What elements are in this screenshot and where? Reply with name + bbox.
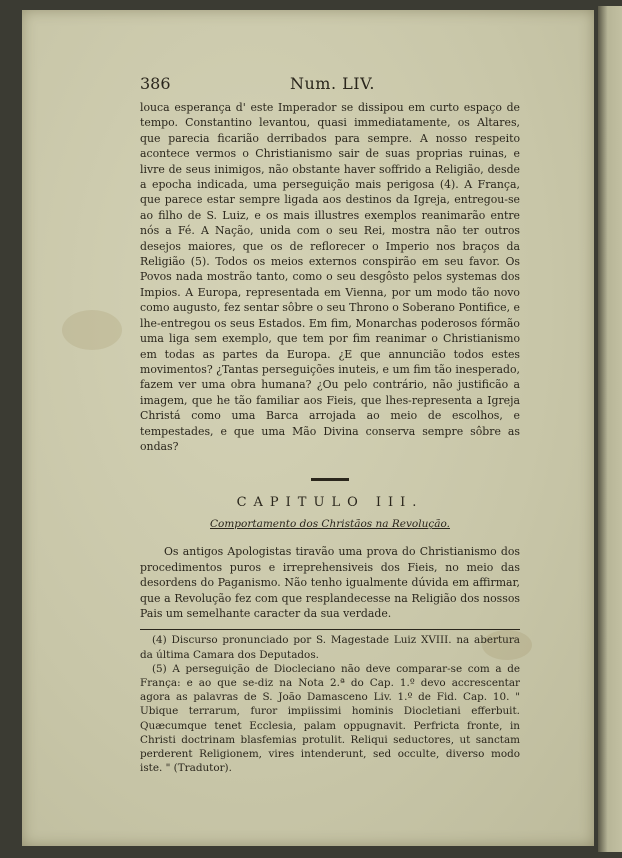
body-text [140,100,520,454]
chapter-title: CAPITULO III. [236,495,424,511]
chapter-body [140,544,520,621]
issue-number: Num. LIV. [290,74,375,93]
footnote-4: (4) Discurso pronunciado por S. Magestade Luiz XVIII. na abertura da última Camara dos Deputados. [140,634,520,661]
chapter-paragraph: Os antigos Apologistas tiravão uma prova do Christianismo dos procedimentos puros e irreprehensiveis dos Fieis, no meio das desordens do Paganismo. Não tenho igualmente dúvida em affirmar, que a Revolução fez com que resplandecesse na Religião dos nossos Pais um semelhante caracter da sua verdade. [140,545,520,620]
page-content [140,74,520,775]
section-divider [311,478,349,481]
footnote-5: (5) A perseguição de Diocleciano não deve comparar-se com a de França: e ao que se-diz na Nota 2.ª do Cap. 1.º devo accrescentar agora as palavras de S. João Damasceno Liv. 1.º de Fid. Cap. 10. " Ubique terrarum, furor impiissimi hominis Diocletiani efferbuit. Quæcumque tenet Ecclesia, palam oppugnavit. Perfricta fronte, in Christi doctrinam blasfemias protulit. Reliqui seductores, ut sanctam perderent Religionem, vires intenderunt, sed occulte, diverso modo iste. " (Tradutor). [140,662,520,775]
page-number: 386 [140,74,171,93]
adjacent-page-edge [598,6,622,852]
footnotes [140,633,520,775]
footnote-separator [140,629,520,630]
paper-stain [62,310,122,350]
running-head [140,74,520,100]
chapter-subtitle: Comportamento dos Christãos na Revolução. [210,518,450,531]
body-paragraph: louca esperança d' este Imperador se dissipou em curto espaço de tempo. Constantino levantou, quasi immediatamente, os Altares, que parecia ficarião derribados para sempre. A nosso respeito acontece vermos o Christianismo sair de suas proprias ruinas, e livre de seus inimigos, não obstante haver soffrido a Religião, desde a epocha indicada, uma perseguição mais perigosa (4). A França, que parece estar sempre ligada aos destinos da Igreja, entregou-se ao filho de S. Luiz, e os mais illustres exemplos reanimarão entre nós a Fé. A Nação, unida com o seu Rei, mostra não ter outros desejos maiores, que os de reflorecer o Imperio nos braços da Religião (5). Todos os meios externos conspirão em seu favor. Os Povos nada mostrão tanto, como o seu desgôsto pelos systemas dos Impios. A Europa, representada em Vienna, por um modo tão novo como augusto, fez sentar sôbre o seu Throno o Soberano Pontifice, e lhe-entregou os seus Estados. Em fim, Monarchas poderosos fórmão uma liga sem exemplo, que tem por fim reanimar o Christianismo em todas as partes da Europa. ¿E que annuncião todos estes movimentos? ¿Tantas perseguições inuteis, e um fim tão inesperado, fazem ver uma obra humana? ¿Ou pelo contrário, não justificão a imagem, que he tão familiar aos Fieis, que lhes-representa a Igreja Christá como uma Barca arrojada ao meio de escolhos, e tempestades, e que uma Mão Divina conserva sempre sôbre as ondas? [140,101,520,453]
